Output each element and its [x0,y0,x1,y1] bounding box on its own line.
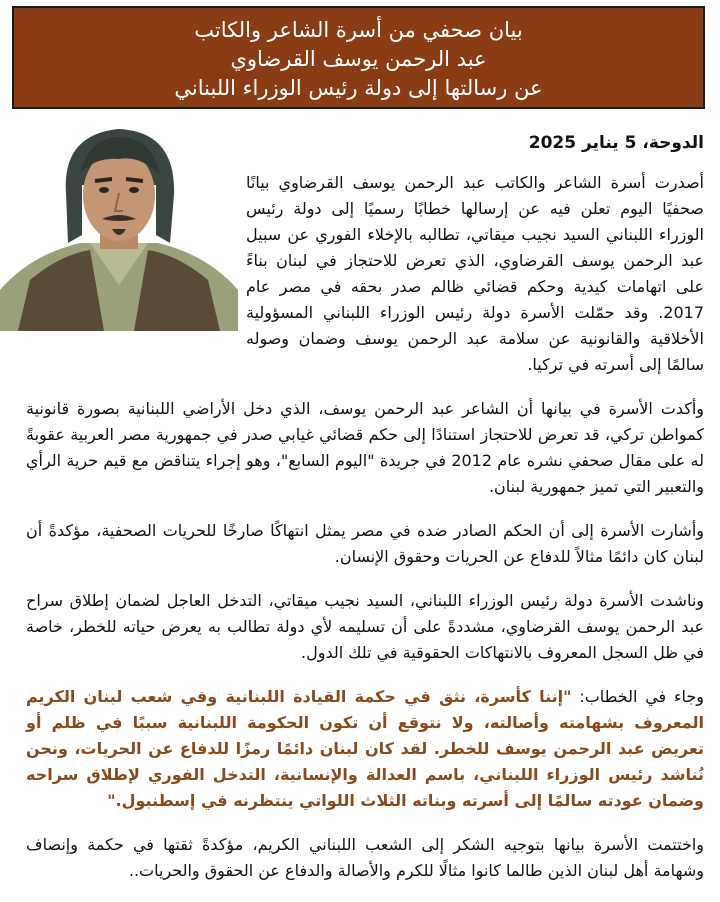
banner-line-2: عبد الرحمن يوسف القرضاوي [230,47,487,71]
banner-line-1: بيان صحفي من أسرة الشاعر والكاتب [194,18,523,42]
quote-lead: وجاء في الخطاب: [571,687,705,706]
paragraph-6: واختتمت الأسرة بيانها بتوجيه الشكر إلى الشعب اللبناني الكريم، مؤكدةً ثقتها في حكمة وإنصاف وشهامة أهل لبنان الذين طالما كانوا مثالًا للكرم والأصالة والدفاع عن الحقوق والحريات.. [26,835,704,880]
letter-quote: "إننا كأسرة، نثق في حكمة القيادة اللبنانية وفي شعب لبنان الكريم المعروف بشهامته وأصالته، ولا نتوقع أن تكون الحكومة اللبنانية سببًا في ظلم أو تعريض عبد الرحمن يوسف للخطر. لقد كان لبنان دائمًا رمزًا للدفاع عن الحريات، ونحن نُناشد رئيس الوزراء اللبناني، باسم العدالة والإنسانية، التدخل الفوري لإطلاق سراحه وضمان عودته سالمًا إلى أسرته وبناته الثلاث اللواتي ينتظرنه في إسطنبول." [26,687,704,810]
press-release-body [26,130,704,902]
paragraph-4: وناشدت الأسرة دولة رئيس الوزراء اللبناني، السيد نجيب ميقاتي، التدخل العاجل لضمان إطلاق سراح عبد الرحمن يوسف القرضاوي، مشددةً على أن تسليمه لأي دولة تطالب به يعرض حياته للخطر، خاصة في ظل السجل المعروف بالانتهاكات الحقوقية في تلك الدول. [26,591,704,662]
paragraph-5 [26,684,704,814]
banner-line-3: عن رسالتها إلى دولة رئيس الوزراء اللبناني [174,76,543,100]
paragraph-1: أصدرت أسرة الشاعر والكاتب عبد الرحمن يوسف القرضاوي بيانًا صحفيًا اليوم تعلن فيه عن إرسالها خطابًا رسميًا إلى دولة رئيس الوزراء اللبناني السيد نجيب ميقاتي، تطالبه بالإخلاء الفوري عن سبيل عبد الرحمن يوسف القرضاوي، الذي تعرض للاحتجاز في لبنان بناءً على اتهامات كيدية وحكم قضائي ظالم صدر بحقه في مصر عام 2017. وقد حمّلت الأسرة دولة رئيس الوزراء اللبناني المسؤولية الأخلاقية والقانونية عن سلامة عبد الرحمن يوسف وضمان وصوله سالمًا إلى أسرته في تركيا. [246,173,704,374]
dateline: الدوحة، 5 يناير 2025 [528,133,704,153]
title-banner [12,6,705,109]
paragraph-2: وأكدت الأسرة في بيانها أن الشاعر عبد الرحمن يوسف، الذي دخل الأراضي اللبنانية بصورة قانونية كمواطن تركي، قد تعرض للاحتجاز استنادًا إلى حكم قضائي غيابي صدر في جمهورية مصر العربية عقوبةً له على مقال صحفي نشره عام 2012 في جريدة "اليوم السابع"، وهو إجراء يتناقض مع قيم حرية الرأي والتعبير التي تميز جمهورية لبنان. [26,399,704,496]
paragraph-3: وأشارت الأسرة إلى أن الحكم الصادر ضده في مصر يمثل انتهاكًا صارخًا للحريات الصحفية، مؤكدةً أن لبنان كان دائمًا مثالاً للدفاع عن الحريات وحقوق الإنسان. [26,521,704,566]
